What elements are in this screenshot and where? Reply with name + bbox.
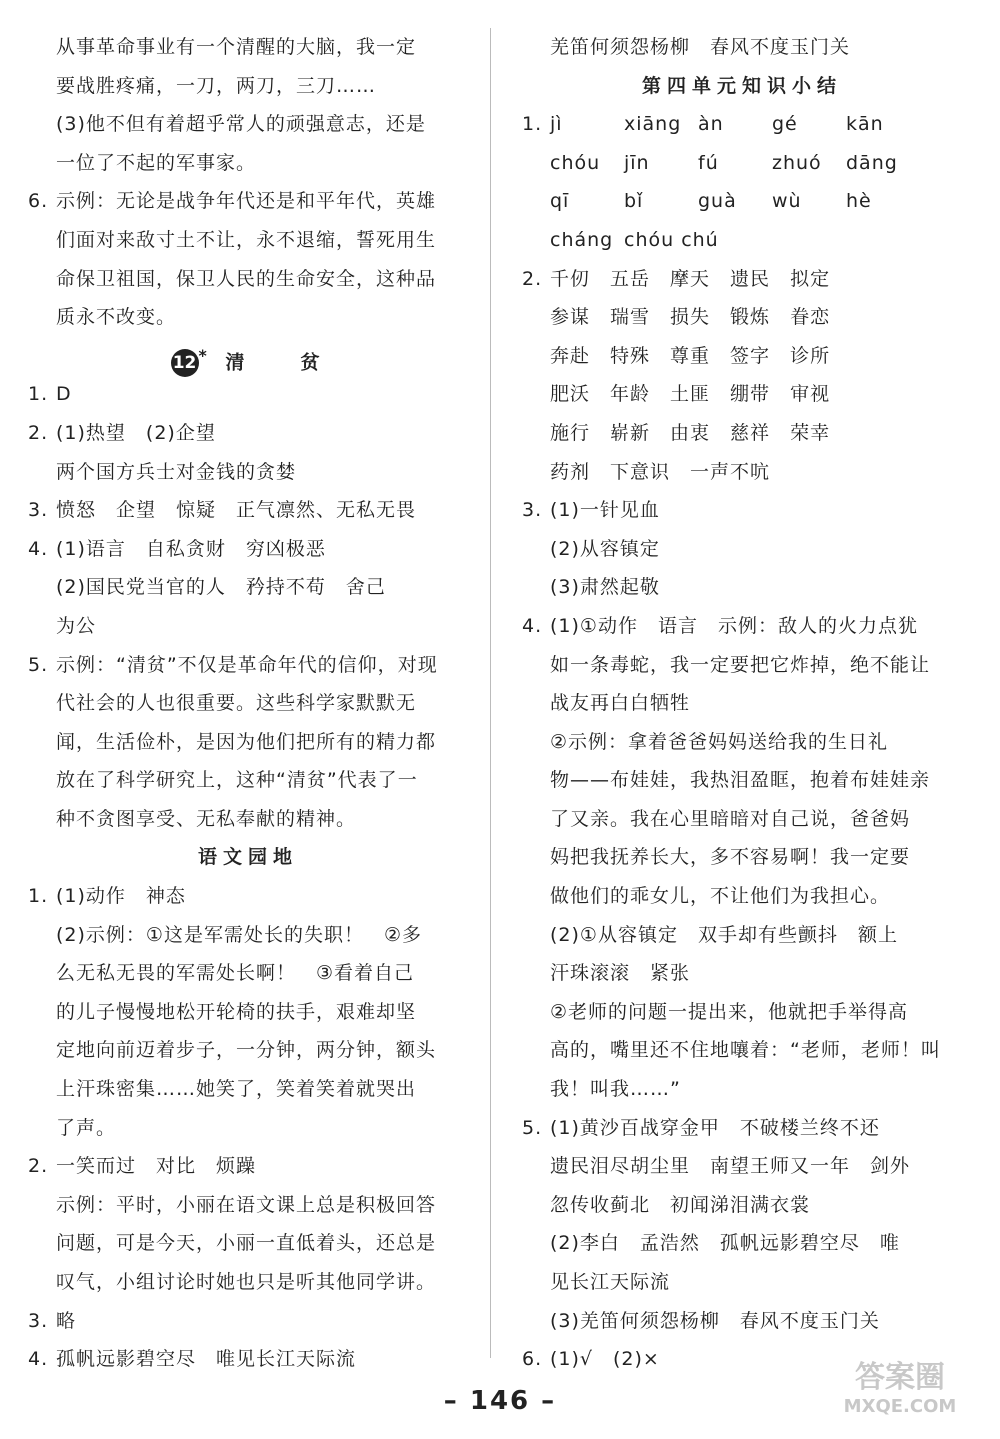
text-line: 羌笛何须怨杨柳 春风不度玉门关: [550, 36, 851, 58]
answer-text: 问题，可是今天，小丽一直低着头，还总是: [56, 1232, 437, 1255]
answer-text: 见长江天际流: [550, 1271, 671, 1293]
pinyin-item: fú: [698, 151, 719, 174]
answer-line: [522, 1147, 962, 1186]
answer-text: 物——布娃娃，我热泪盈眶，抱着布娃娃亲: [550, 769, 931, 792]
word-item: 绷带: [730, 383, 771, 406]
pinyin-item: jì: [550, 113, 563, 136]
word-item: 损失: [670, 306, 711, 329]
answer-text: (1)√ (2)×: [550, 1348, 660, 1371]
question-number: 3.: [28, 1309, 49, 1332]
answer-line: [28, 182, 468, 221]
answer-text: 妈把我抚养长大，多不容易啊！我一定要: [550, 846, 911, 869]
pinyin-item: chóu chú: [624, 228, 719, 251]
word-item: 拟定: [790, 267, 831, 290]
watermark-text: 答案圈: [855, 1360, 945, 1395]
answer-line: [522, 723, 962, 762]
question-number: 2.: [522, 267, 543, 290]
answer-line: [28, 954, 468, 993]
pinyin-item: àn: [698, 113, 724, 136]
answer-text: 示例：无论是战争年代还是和平年代，英雄: [56, 190, 437, 213]
answer-line: [28, 993, 468, 1032]
answer-text: 战友再白白牺牲: [550, 692, 691, 715]
answer-text: 略: [56, 1309, 77, 1332]
word-row: [522, 453, 962, 492]
pinyin-item: cháng: [550, 228, 614, 251]
word-item: 特殊: [610, 344, 651, 367]
answer-line: [522, 1186, 962, 1225]
answer-line: [28, 723, 468, 762]
answer-text: 叹气，小组讨论时她也只是听其他同学讲。: [56, 1271, 437, 1293]
answer-line: [522, 568, 962, 607]
pinyin-item: wù: [772, 190, 802, 213]
answer-text: (2)国民党当官的人 矜持不苟 舍己: [56, 576, 386, 599]
word-item: 锻炼: [730, 306, 771, 329]
answer-text: ②老师的问题一提出来，他就把手举得高: [550, 1000, 909, 1023]
pinyin-row: [522, 221, 962, 260]
answer-text: 了声。: [56, 1116, 117, 1139]
answer-text: 的儿子慢慢地松开轮椅的扶手，艰难却坚: [56, 1000, 417, 1023]
answer-line: [522, 607, 962, 646]
word-item: 药剂: [550, 460, 591, 483]
answer-text: 愤怒 企望 惊疑 正气凛然、无私无畏: [56, 499, 417, 522]
word-row: [522, 375, 962, 414]
question-number: 4.: [28, 1348, 49, 1371]
answer-text: (1)一针见血: [550, 499, 660, 522]
pinyin-item: bǐ: [624, 190, 644, 213]
answer-text: (2)从容镇定: [550, 537, 660, 560]
answer-line: [28, 1340, 468, 1379]
answer-text: (3)肃然起敬: [550, 576, 660, 599]
answer-text: 了又亲。我在心里暗暗对自己说，爸爸妈: [550, 807, 911, 830]
answer-text: 孤帆远影碧空尽 唯见长江天际流: [56, 1348, 357, 1371]
answer-line: [522, 838, 962, 877]
column-divider: [490, 28, 491, 1358]
answer-text: 我！叫我……”: [550, 1078, 681, 1101]
question-number: 6.: [28, 190, 49, 213]
word-item: 一声不吭: [690, 460, 771, 483]
pinyin-item: guà: [698, 190, 737, 213]
answer-line: [522, 1031, 962, 1070]
watermark-url: MXQE.COM: [843, 1396, 957, 1417]
pinyin-item: hè: [846, 190, 872, 213]
word-item: 千仞: [550, 267, 591, 290]
text-line: 质永不改变。: [56, 306, 177, 329]
word-item: 眷恋: [790, 306, 831, 329]
left-column: [28, 28, 468, 1379]
text-line: (3)他不但有着超乎常人的顽强意志，还是: [56, 113, 426, 136]
answer-line: [28, 1302, 468, 1341]
question-number: 2.: [28, 1155, 49, 1178]
answer-line: [28, 375, 468, 414]
pinyin-item: xiāng: [624, 113, 682, 136]
pinyin-item: jīn: [624, 151, 650, 174]
word-item: 年龄: [610, 383, 651, 406]
pinyin-item: zhuó: [772, 151, 822, 174]
answer-text: 上汗珠密集……她笑了，笑着笑着就哭出: [56, 1078, 417, 1101]
answer-line: [28, 761, 468, 800]
answer-line: [28, 607, 468, 646]
page-number: – 146 –: [443, 1386, 557, 1416]
word-item: 下意识: [610, 460, 671, 483]
word-item: 由衷: [670, 421, 711, 444]
word-item: 奔赴: [550, 344, 591, 367]
answer-text: (1)①动作 语言 示例：敌人的火力点犹: [550, 614, 918, 637]
answer-text: (2)示例：①这是军需处长的失职！ ②多: [56, 923, 422, 946]
answer-line: [522, 1263, 962, 1302]
question-number: 1.: [28, 885, 49, 908]
answer-text: 做他们的乖女儿，不让他们为我担心。: [550, 885, 891, 908]
question-number: 6.: [522, 1348, 543, 1371]
question-number: 1.: [28, 383, 49, 406]
text-line: 要战胜疼痛，一刀，两刀，三刀……: [56, 74, 377, 97]
answer-line: [522, 877, 962, 916]
answer-text: 如一条毒蛇，我一定要把它炸掉，绝不能让: [550, 653, 931, 676]
answer-line: [28, 568, 468, 607]
answer-text: (1)黄沙百战穿金甲 不破楼兰终不还: [550, 1116, 880, 1139]
question-number: 4.: [28, 537, 49, 560]
pinyin-row: [522, 144, 962, 183]
text-line: 一位了不起的军事家。: [56, 151, 257, 174]
word-row: [522, 337, 962, 376]
lesson-heading: [28, 337, 468, 376]
answer-line: [28, 1070, 468, 1109]
answer-line: [522, 800, 962, 839]
answer-line: [522, 1070, 962, 1109]
question-number: 5.: [522, 1116, 543, 1139]
text-line: 从事革命事业有一个清醒的大脑，我一定: [56, 36, 417, 58]
answer-text: 种不贪图享受、无私奉献的精神。: [56, 807, 357, 830]
answer-text: (2)李白 孟浩然 孤帆远影碧空尽 唯: [550, 1232, 900, 1255]
pinyin-item: chóu: [550, 151, 601, 174]
answer-line: [522, 1109, 962, 1148]
word-item: 施行: [550, 421, 591, 444]
answer-line: [28, 800, 468, 839]
answer-text: 定地向前迈着步子，一分钟，两分钟，额头: [56, 1039, 437, 1062]
answer-text: 遗民泪尽胡尘里 南望王师又一年 剑外: [550, 1155, 911, 1178]
word-item: 遗民: [730, 267, 771, 290]
answer-text: 示例：“清贫”不仅是革命年代的信仰，对现: [56, 653, 438, 676]
answer-line: [28, 1263, 468, 1302]
question-number: 3.: [522, 499, 543, 522]
word-item: 签字: [730, 344, 771, 367]
answer-text: 一笑而过 对比 烦躁: [56, 1155, 257, 1178]
word-row: [522, 414, 962, 453]
word-item: 审视: [790, 383, 831, 406]
answer-line: [522, 1302, 962, 1341]
watermark-logo: [810, 1352, 990, 1432]
answer-line: [28, 1031, 468, 1070]
word-item: 五岳: [610, 267, 651, 290]
lesson-title: 清 贫: [225, 351, 326, 374]
word-item: 参谋: [550, 306, 591, 329]
answer-line: [522, 954, 962, 993]
question-number: 2.: [28, 421, 49, 444]
answer-text: 代社会的人也很重要。这些科学家默默无: [56, 692, 417, 715]
answer-text: 两个国方兵士对金钱的贪婪: [56, 460, 297, 483]
answer-text: 闻，生活俭朴，是因为他们把所有的精力都: [56, 730, 437, 753]
word-item: 崭新: [610, 421, 651, 444]
answer-line: [522, 684, 962, 723]
pinyin-row: [522, 182, 962, 221]
word-item: 瑞雪: [610, 306, 651, 329]
answer-text: 放在了科学研究上，这种“清贫”代表了一: [56, 769, 418, 792]
answer-line: [522, 916, 962, 955]
answer-text: D: [56, 383, 72, 406]
answer-text: (3)羌笛何须怨杨柳 春风不度玉门关: [550, 1309, 880, 1332]
answer-line: [28, 684, 468, 723]
question-number: 5.: [28, 653, 49, 676]
lesson-star: *: [198, 345, 213, 365]
answer-line: [28, 1186, 468, 1225]
answer-line: [28, 491, 468, 530]
answer-line: [522, 993, 962, 1032]
text-line: 们面对来敌寸土不让，永不退缩，誓死用生: [56, 228, 437, 251]
word-item: 土匪: [670, 383, 711, 406]
word-item: 荣幸: [790, 421, 831, 444]
answer-text: 示例：平时，小丽在语文课上总是积极回答: [56, 1193, 437, 1216]
section-heading: 第四单元知识小结: [641, 74, 842, 97]
answer-text: ②示例：拿着爸爸妈妈送给我的生日礼: [550, 730, 889, 753]
word-item: 尊重: [670, 344, 711, 367]
answer-text: 忽传收蓟北 初闻涕泪满衣裳: [550, 1193, 811, 1216]
answer-text: 么无私无畏的军需处长啊！ ③看着自己: [56, 962, 415, 985]
word-item: 摩天: [670, 267, 711, 290]
answer-text: (1)热望 (2)企望: [56, 421, 216, 444]
answer-line: [28, 916, 468, 955]
word-item: 肥沃: [550, 383, 591, 406]
word-item: 诊所: [790, 344, 831, 367]
answer-line: [28, 530, 468, 569]
answer-line: [28, 453, 468, 492]
pinyin-item: qī: [550, 190, 570, 213]
answer-text: 高的，嘴里还不住地嚷着：“老师，老师！叫: [550, 1039, 941, 1062]
answer-line: [28, 646, 468, 685]
pinyin-item: gé: [772, 113, 798, 136]
pinyin-row: [522, 105, 962, 144]
answer-line: [522, 646, 962, 685]
answer-line: [522, 1224, 962, 1263]
answer-line: [28, 877, 468, 916]
section-heading: 语文园地: [197, 846, 298, 869]
question-number: 4.: [522, 614, 543, 637]
answer-line: [28, 1109, 468, 1148]
word-item: 慈祥: [730, 421, 771, 444]
answer-text: 汗珠滚滚 紧张: [550, 962, 691, 985]
answer-line: [522, 491, 962, 530]
word-row: [522, 298, 962, 337]
answer-text: 为公: [56, 614, 97, 637]
question-number: 3.: [28, 499, 49, 522]
answer-line: [522, 530, 962, 569]
answer-text: (1)动作 神态: [56, 885, 186, 908]
lesson-number-badge: 12: [171, 349, 199, 377]
text-line: 命保卫祖国，保卫人民的生命安全，这种品: [56, 267, 437, 290]
answer-text: (1)语言 自私贪财 穷凶极恶: [56, 537, 326, 560]
pinyin-item: kān: [846, 113, 884, 136]
pinyin-item: dāng: [846, 151, 898, 174]
question-number: 1.: [522, 113, 543, 136]
answer-line: [28, 1224, 468, 1263]
answer-line: [28, 414, 468, 453]
word-row: [522, 260, 962, 299]
right-column: [522, 28, 962, 1379]
answer-line: [522, 761, 962, 800]
answer-text: (2)①从容镇定 双手却有些颤抖 额上: [550, 923, 898, 946]
answer-line: [28, 1147, 468, 1186]
